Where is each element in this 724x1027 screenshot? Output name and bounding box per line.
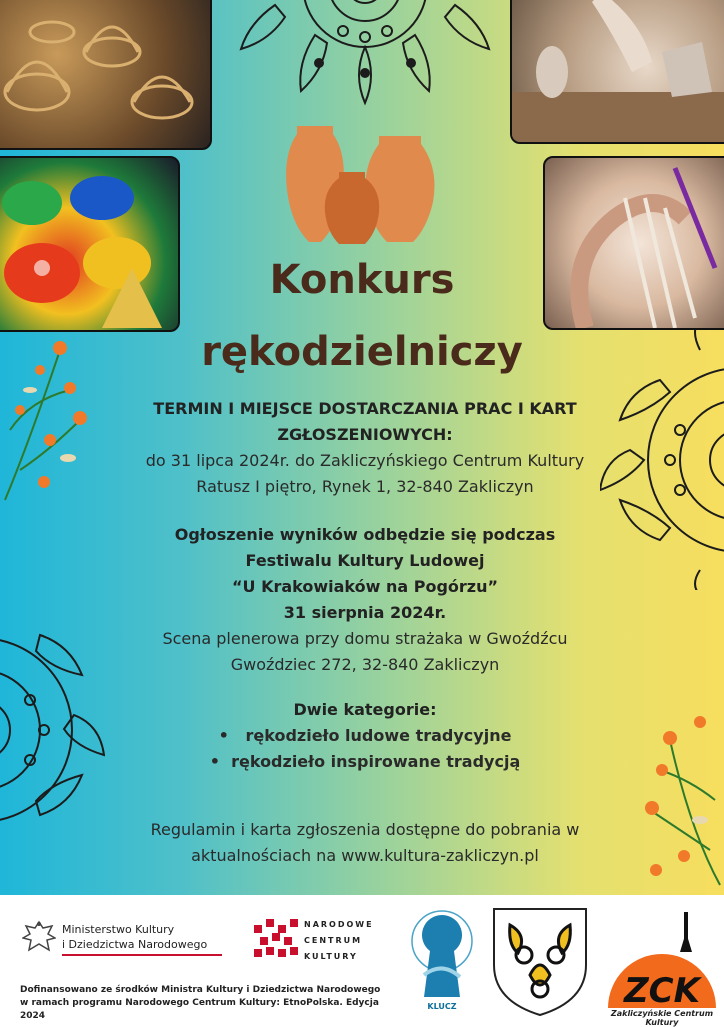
nck-logo	[254, 915, 384, 965]
crochet-photo	[543, 156, 724, 330]
zakliczyn-crest	[490, 905, 590, 1017]
regulations-line-2: aktualnościach na www.kultura-zakliczyn.pl	[191, 846, 539, 865]
delivery-line-2: Ratusz I piętro, Rynek 1, 32-840 Zakliczyn	[196, 477, 534, 496]
title-line-1: Konkurs	[269, 257, 455, 303]
nck-line-2: CENTRUM	[304, 936, 363, 945]
regulations-section	[100, 817, 630, 869]
delivery-section	[100, 396, 630, 500]
results-line-2: Festiwalu Kultury Ludowej	[245, 551, 485, 570]
category-item: • rękodzieło ludowe tradycyjne	[218, 726, 512, 745]
keyhole-icon	[404, 905, 480, 1001]
category-label-2: rękodzieło inspirowane tradycją	[231, 752, 521, 771]
mandala-left-icon	[0, 605, 105, 855]
delivery-line-1: do 31 lipca 2024r. do Zakliczyńskiego Centrum Kultury	[145, 451, 585, 470]
zck-logo	[600, 912, 724, 1027]
results-place-2: Gwoździec 272, 32-840 Zakliczyn	[230, 655, 500, 674]
results-line-1: Ogłoszenie wyników odbędzie się podczas	[174, 525, 556, 544]
zck-label: Zakliczyńskie Centrum Kultury	[610, 1009, 714, 1027]
eagle-emblem-icon	[22, 920, 56, 956]
klucz-label: KLUCZ	[427, 1002, 457, 1011]
results-line-3: “U Krakowiaków na Pogórzu”	[231, 577, 498, 596]
flower-right-icon	[640, 710, 724, 890]
category-label-1: rękodzieło ludowe tradycyjne	[245, 726, 512, 745]
pottery-photo	[510, 0, 724, 144]
categories-heading: Dwie kategorie:	[293, 700, 437, 719]
results-date: 31 sierpnia 2024r.	[283, 603, 447, 622]
nck-line-3: KULTURY	[304, 952, 358, 961]
regulations-line-1: Regulamin i karta zgłoszenia dostępne do pobrania w	[150, 820, 580, 839]
ministry-logo	[22, 920, 222, 960]
ministry-line-2: i Dziedzictwa Narodowego	[62, 938, 208, 951]
crest-icon	[490, 905, 590, 1017]
title-line-2: rękodzielniczy	[201, 329, 523, 375]
baskets-photo	[0, 0, 212, 150]
zck-letters: ZCK	[624, 971, 700, 1008]
nck-pattern-icon	[254, 917, 298, 961]
nck-line-1: NARODOWE	[304, 920, 374, 929]
ministry-line-1: Ministerstwo Kultury	[62, 923, 175, 936]
categories-section	[100, 697, 630, 775]
results-place-1: Scena plenerowa przy domu strażaka w Gwoźdźcu	[162, 629, 568, 648]
delivery-heading-2: ZGŁOSZENIOWYCH:	[277, 425, 453, 444]
funding-line-1: Dofinansowano ze środków Ministra Kultury i Dziedzictwa Narodowego	[20, 985, 381, 995]
funding-note	[20, 984, 400, 1023]
zck-emblem-icon	[600, 912, 724, 1008]
painted-teapots-photo	[0, 156, 180, 332]
category-item: • rękodzieło inspirowane tradycją	[209, 752, 521, 771]
funding-line-2: w ramach programu Narodowego Centrum Kultury: EtnoPolska. Edycja 2024	[20, 998, 379, 1021]
results-section	[100, 522, 630, 678]
ministry-red-line	[62, 954, 222, 956]
klucz-logo	[404, 905, 480, 1017]
delivery-heading-1: TERMIN I MIEJSCE DOSTARCZANIA PRAC I KART	[153, 399, 577, 418]
pottery-icon	[275, 120, 445, 246]
mandala-top-icon	[235, 0, 495, 110]
